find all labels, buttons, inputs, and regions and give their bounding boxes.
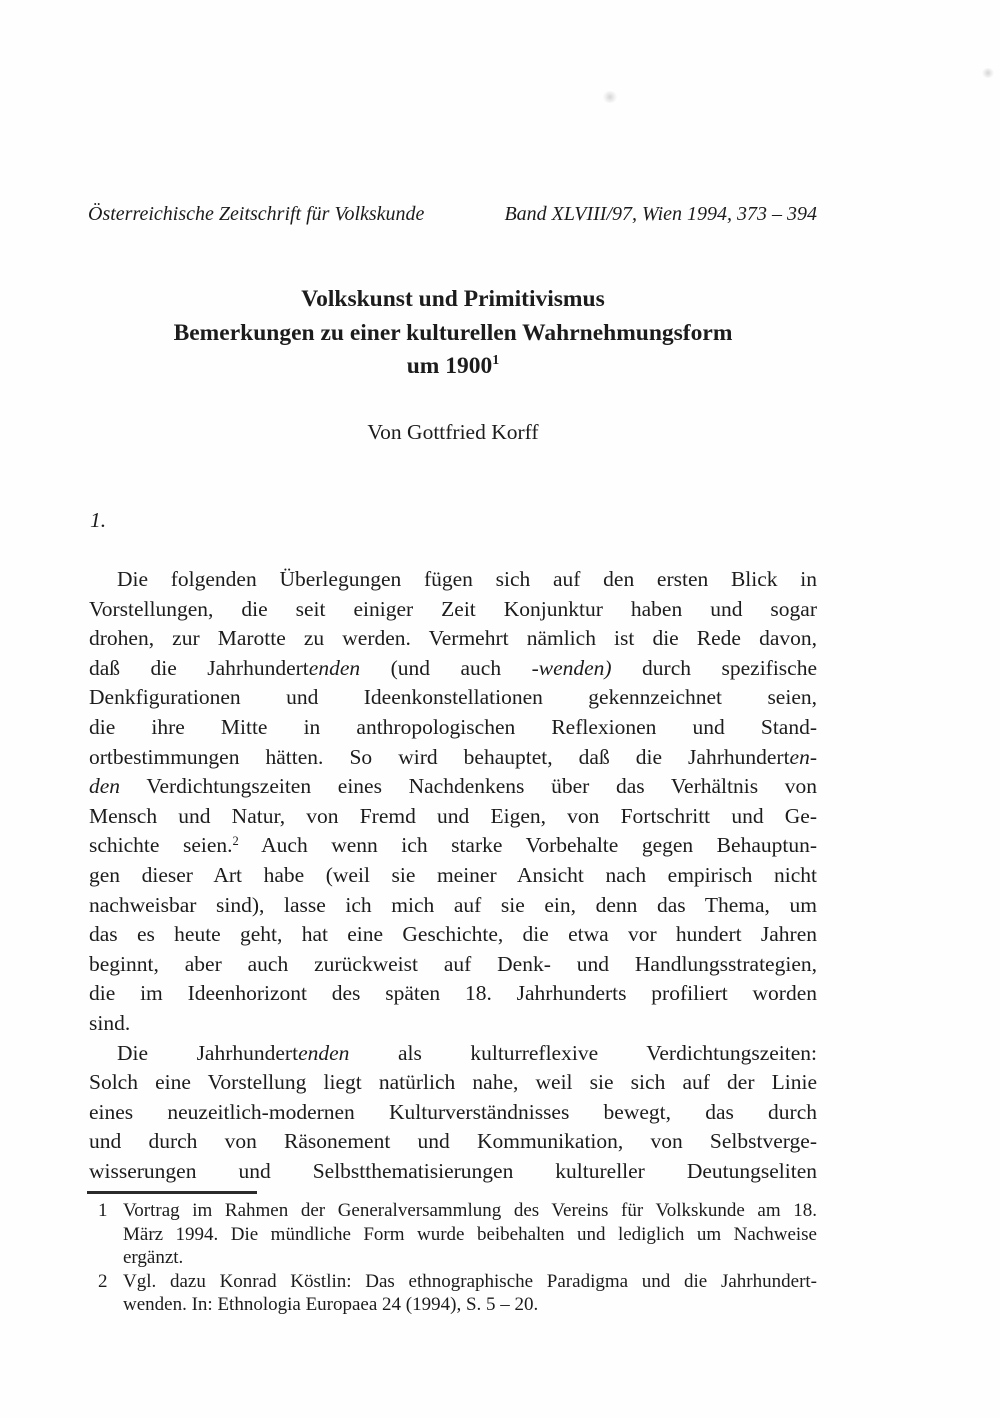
body-line [89,979,817,1009]
article-title [89,283,817,384]
body-line [89,743,817,773]
body-line [89,1157,817,1187]
text-run: Solch eine Vorstellung liegt natürlich nahe, weil sie sich auf der Linie [89,1070,817,1095]
footnote-number: 1 [98,1200,108,1221]
body-line [89,1098,817,1128]
text-run: Auch wenn ich starke Vorbehalte gegen Behauptun- [238,833,817,858]
journal-issue: Band XLVIII/97, Wien 1994, 373 – 394 [504,203,817,225]
author-byline: Von Gottfried Korff [367,420,539,444]
footnote-line: Vortrag im Rahmen der Generalversammlung des Vereins für Volkskunde am 18. [123,1200,817,1221]
text-run: die im Ideenhorizont des späten 18. Jahrhunderts profiliert worden [89,981,817,1006]
body-line [89,772,817,802]
body-line [89,920,817,950]
running-head [88,201,817,227]
body-line [89,1068,817,1098]
text-run: Verdichtungszeiten eines Nachdenkens über das Verhältnis von [120,774,817,799]
title-line-3-text: um 1900 [406,353,493,379]
journal-name: Österreichische Zeitschrift für Volkskunde [88,203,425,225]
footnotes [98,1199,817,1317]
italic-run: enden [308,655,361,680]
footnote-separator-rule [87,1191,257,1194]
text-run: Vorstellungen, die seit einiger Zeit Konjunktur haben und sogar [89,596,817,621]
text-run: als kulturreflexive Verdichtungszeiten: [349,1040,817,1065]
scan-artifact [603,91,617,103]
text-run: drohen, zur Marotte zu werden. Vermehrt nämlich ist die Rede davon, [89,626,817,651]
text-run: nachweisbar sind), lasse ich mich auf sie ein, denn das Thema, um [89,892,817,917]
text-run: gen dieser Art habe (weil sie meiner Ansicht nach empirisch nicht [89,862,817,887]
text-run: Die folgenden Überlegungen fügen sich auf den ersten Blick in [117,567,817,591]
text-run: beginnt, aber auch zurückweist auf Denk- und Handlungsstrategien, [89,951,817,976]
text-run: wisserungen und Selbstthematisierungen kultureller Deutungseliten [89,1158,817,1183]
body-line [89,683,817,713]
body-line [89,595,817,625]
title-footnote-ref: 1 [492,353,500,368]
footnote-number: 2 [98,1270,108,1292]
text-run: die ihre Mitte in anthropologischen Reflexionen und Stand- [89,714,817,739]
text-run: Die Jahrhundert [117,1040,299,1065]
title-line-3 [89,350,817,384]
scan-artifact [982,68,994,78]
text-run: schichte seien. [89,833,233,858]
footnote-line: wenden. In: Ethnologia Europaea 24 (1994), S. 5 – 20. [123,1294,539,1315]
footnote-ref: 2 [232,834,239,849]
text-run: das es heute geht, hat eine Geschichte, die etwa vor hundert Jahren [89,922,817,947]
footnote-line: Vgl. dazu Konrad Köstlin: Das ethnographische Paradigma und die Jahrhundert- [123,1270,817,1292]
italic-run: -wenden) [531,655,612,680]
section-number: 1. [90,508,107,532]
body-line [89,950,817,980]
paragraph [89,1039,817,1187]
text-run: sind. [89,1010,131,1035]
body-line [89,565,817,595]
text-run: durch spezifische [611,655,818,680]
body-text [89,565,817,1186]
body-line [89,891,817,921]
text-run: (und auch [360,655,532,680]
italic-run: en- [789,744,817,769]
body-line [89,831,817,861]
text-run: Denkfigurationen und Ideenkonstellationen gekennzeichnet seien, [89,685,817,710]
text-run: eines neuzeitlich-modernen Kulturverständnisses bewegt, das durch [89,1099,817,1124]
footnote-line: ergänzt. [123,1247,184,1268]
italic-run: enden [298,1040,350,1065]
body-line [89,654,817,684]
text-run: Mensch und Natur, von Fremd und Eigen, von Fortschritt und Ge- [89,803,817,828]
body-line [89,861,817,891]
footnote [98,1199,817,1270]
title-line-2: Bemerkungen zu einer kulturellen Wahrnehmungsform [173,319,733,346]
text-run: und durch von Räsonement und Kommunikation, von Selbstverge- [89,1129,817,1154]
italic-run: den [89,774,121,799]
text-run: daß die Jahrhundert [89,655,309,680]
body-line [89,1039,817,1069]
text-run: ortbestimmungen hätten. So wird behauptet, daß die Jahrhundert [89,744,790,769]
body-line [89,713,817,743]
footnote [98,1270,817,1317]
body-line [89,624,817,654]
body-line [89,1127,817,1157]
title-line-1: Volkskunst und Primitivismus [301,286,605,312]
body-line [89,802,817,832]
paragraph [89,565,817,1039]
footnote-line: März 1994. Die mündliche Form wurde beibehalten und lediglich um Nachweise [123,1223,817,1245]
body-line [89,1009,817,1039]
